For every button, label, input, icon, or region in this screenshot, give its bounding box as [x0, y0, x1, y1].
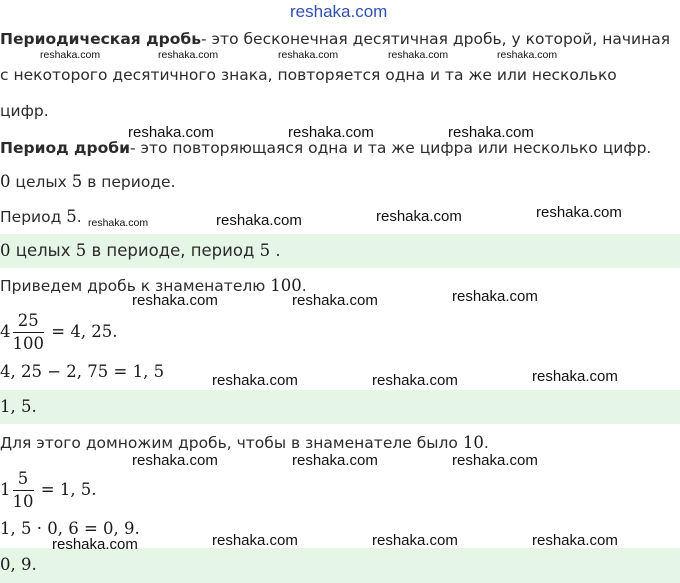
watermark: reshaka.com	[132, 292, 218, 309]
definition-text: - это повторяющаяся одна и та же цифра или несколько цифр.	[129, 139, 652, 157]
equation: 1, 5 · 0, 6 = 0, 9.	[0, 519, 140, 538]
watermark: reshaka.com	[88, 217, 149, 229]
watermark: reshaka.com	[376, 208, 462, 225]
watermark: reshaka.com	[536, 204, 622, 221]
watermark: reshaka.com	[158, 49, 219, 61]
fraction: $\frac{5}{10}$	[12, 469, 34, 511]
term-period: Период дроби	[0, 139, 130, 157]
watermark: reshaka.com	[497, 49, 558, 61]
watermark: reshaka.com	[388, 49, 449, 61]
watermark: reshaka.com	[532, 368, 618, 385]
step-text: 0 целых 5 в периоде.	[0, 172, 176, 191]
watermark: reshaka.com	[292, 452, 378, 469]
watermark: reshaka.com	[448, 124, 534, 141]
watermark: reshaka.com	[278, 49, 339, 61]
watermark: reshaka.com	[128, 124, 214, 141]
step-text: Для этого домножим дробь, чтобы в знаменателе было 10.	[0, 433, 489, 452]
definition-text-line: цифр.	[0, 102, 49, 120]
definition-text: - это бесконечная десятичная дробь, у которой, начиная	[201, 30, 671, 48]
watermark: reshaka.com	[292, 292, 378, 309]
watermark: reshaka.com	[288, 124, 374, 141]
definition-text-line: с некоторого десятичного знака, повторяется одна и та же или несколько	[0, 66, 617, 84]
watermark: reshaka.com	[452, 452, 538, 469]
fraction: $\frac{25}{100}$	[12, 311, 44, 353]
equation-mixed-fraction: 1 $\frac{5}{10}$ = 1, 5.	[0, 469, 97, 511]
watermark: reshaka.com	[216, 212, 302, 229]
term-periodic-fraction: Периодическая дробь	[0, 30, 202, 48]
step-text: Приведем дробь к знаменателю 100.	[0, 276, 307, 295]
definition-period	[0, 139, 651, 157]
step-text: Период 5.	[0, 207, 82, 226]
watermark: reshaka.com	[132, 452, 218, 469]
watermark: reshaka.com	[212, 532, 298, 549]
definition-periodic-fraction	[0, 30, 670, 48]
equation: 4, 25 − 2, 75 = 1, 5	[0, 362, 165, 381]
watermark: reshaka.com	[372, 372, 458, 389]
watermark: reshaka.com	[452, 288, 538, 305]
watermark: reshaka.com	[52, 536, 138, 553]
watermark: reshaka.com	[372, 532, 458, 549]
answer-highlight	[0, 548, 680, 583]
watermark: reshaka.com	[40, 49, 101, 61]
answer-text: 1, 5.	[0, 397, 37, 416]
answer-highlight	[0, 390, 680, 424]
watermark: reshaka.com	[532, 532, 618, 549]
equation-mixed-fraction: 4 $\frac{25}{100}$ = 4, 25.	[0, 311, 118, 353]
watermark-logo: reshaka.com	[290, 2, 388, 21]
answer-text: 0 целых 5 в периоде, период 5 .	[0, 241, 281, 260]
answer-text: 0, 9.	[0, 555, 37, 574]
watermark: reshaka.com	[212, 372, 298, 389]
